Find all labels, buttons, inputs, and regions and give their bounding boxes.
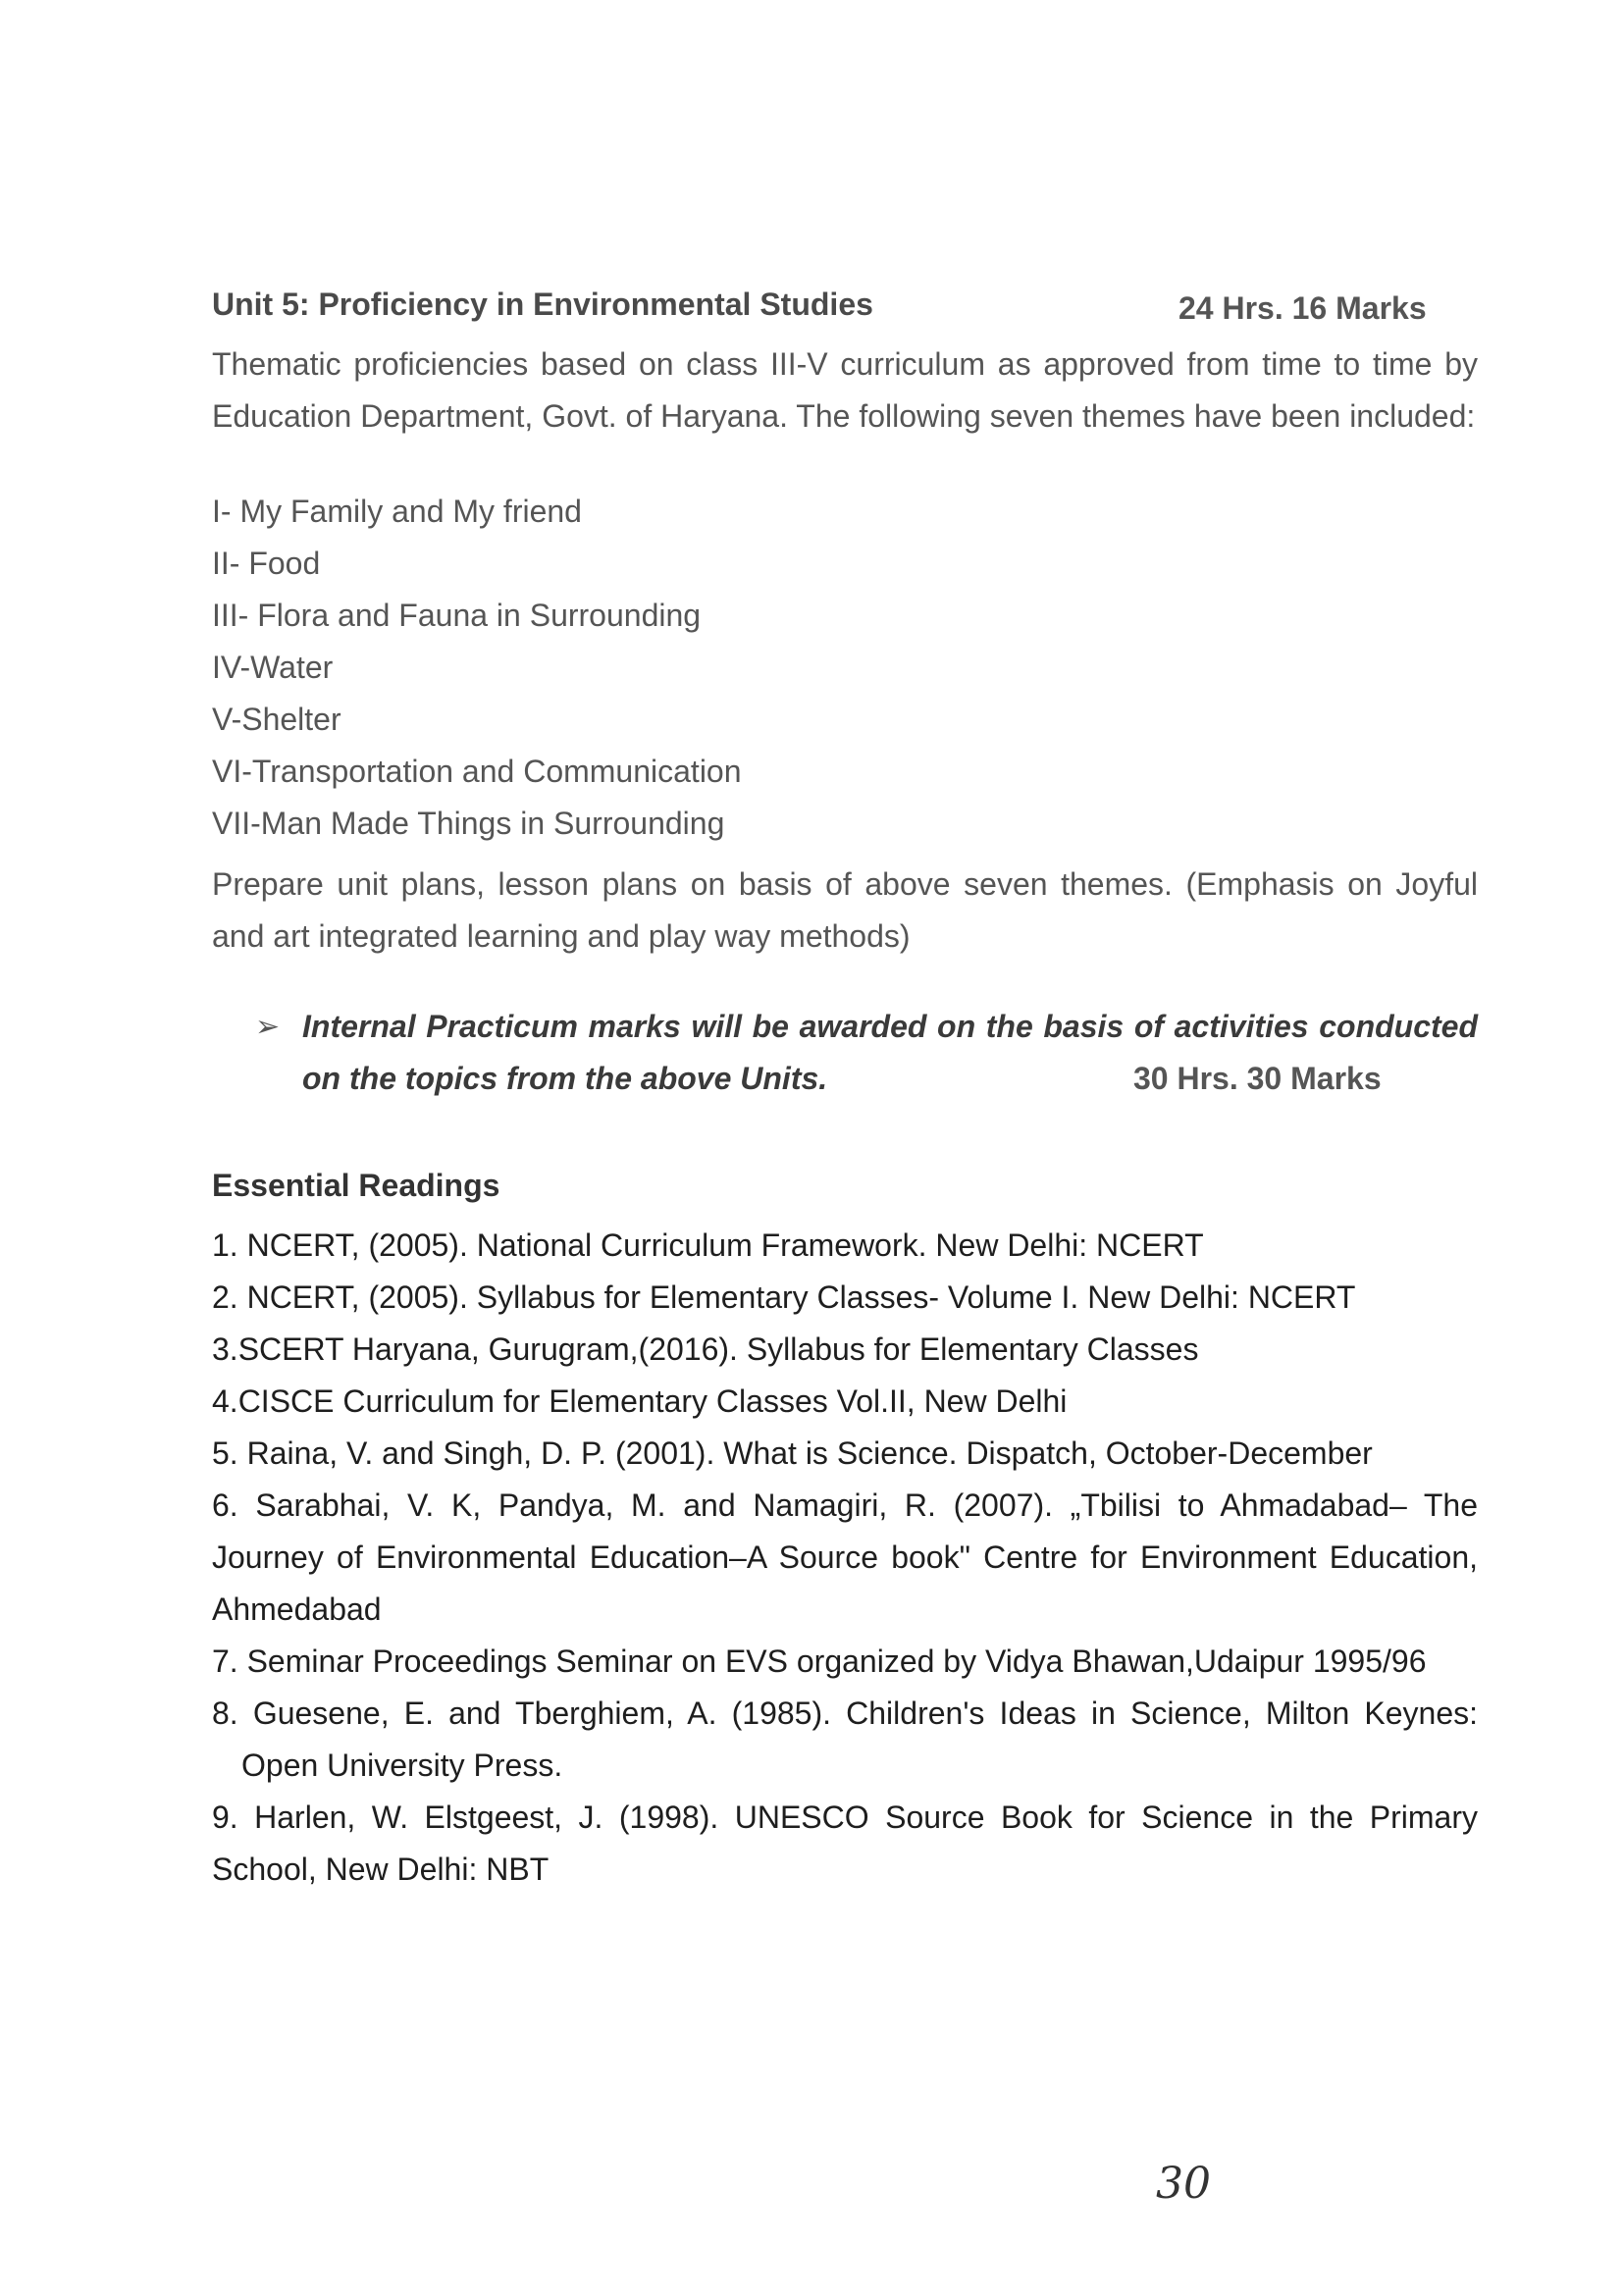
reading-item: 6. Sarabhai, V. K, Pandya, M. and Namagiri, R. (2007). „Tbilisi to Ahmadabad– The Journey of Environmental Education–A Source book" Centre for Environment Education, Ahmedabad [212, 1487, 1478, 1627]
unit-hours-marks: 24 Hrs. 16 Marks [1178, 290, 1427, 326]
unit-title: Unit 5: Proficiency in Environmental Studies [212, 287, 873, 322]
theme-item: I- My Family and My friend [212, 494, 582, 529]
reading-item: 5. Raina, V. and Singh, D. P. (2001). What is Science. Dispatch, October-December [212, 1435, 1373, 1471]
reading-item: 7. Seminar Proceedings Seminar on EVS organized by Vidya Bhawan,Udaipur 1995/96 [212, 1644, 1427, 1679]
reading-item: 9. Harlen, W. Elstgeest, J. (1998). UNESCO Source Book for Science in the Primary School, New Delhi: NBT [212, 1800, 1478, 1887]
reading-item: 1. NCERT, (2005). National Curriculum Framework. New Delhi: NCERT [212, 1227, 1204, 1263]
unit-heading [212, 287, 1478, 326]
page-number: 30 [1156, 2159, 1211, 2209]
reading-item: 3.SCERT Haryana, Gurugram,(2016). Syllabus for Elementary Classes [212, 1331, 1199, 1367]
practicum-text: Internal Practicum marks will be awarded on the basis of activities conducted on the topics from the above Units. [302, 1009, 1478, 1096]
reading-item: 4.CISCE Curriculum for Elementary Classes Vol.II, New Delhi [212, 1383, 1068, 1419]
readings-list [212, 1220, 1478, 1896]
theme-item: VI-Transportation and Communication [212, 754, 742, 789]
practicum-hours-marks: 30 Hrs. 30 Marks [1133, 1061, 1382, 1096]
reading-item: 8. Guesene, E. and Tberghiem, A. (1985). Children's Ideas in Science, Milton Keynes: Open University Press. [212, 1696, 1478, 1783]
reading-item: 2. NCERT, (2005). Syllabus for Elementary Classes- Volume I. New Delhi: NCERT [212, 1279, 1356, 1315]
practicum-note [255, 1001, 1478, 1105]
intro-paragraph: Thematic proficiencies based on class III-V curriculum as approved from time to time by Education Department, Govt. of Haryana. The following seven themes have been included: [212, 346, 1478, 434]
readings-heading: Essential Readings [212, 1168, 500, 1203]
theme-item: VII-Man Made Things in Surrounding [212, 806, 725, 841]
theme-item: V-Shelter [212, 702, 341, 737]
instruction-paragraph: Prepare unit plans, lesson plans on basis of above seven themes. (Emphasis on Joyful and art integrated learning and play way methods) [212, 866, 1478, 954]
theme-item: II- Food [212, 546, 321, 581]
theme-item: III- Flora and Fauna in Surrounding [212, 598, 702, 633]
theme-list [212, 486, 742, 850]
arrow-bullet-icon: ➢ [255, 1011, 281, 1043]
theme-item: IV-Water [212, 650, 334, 685]
